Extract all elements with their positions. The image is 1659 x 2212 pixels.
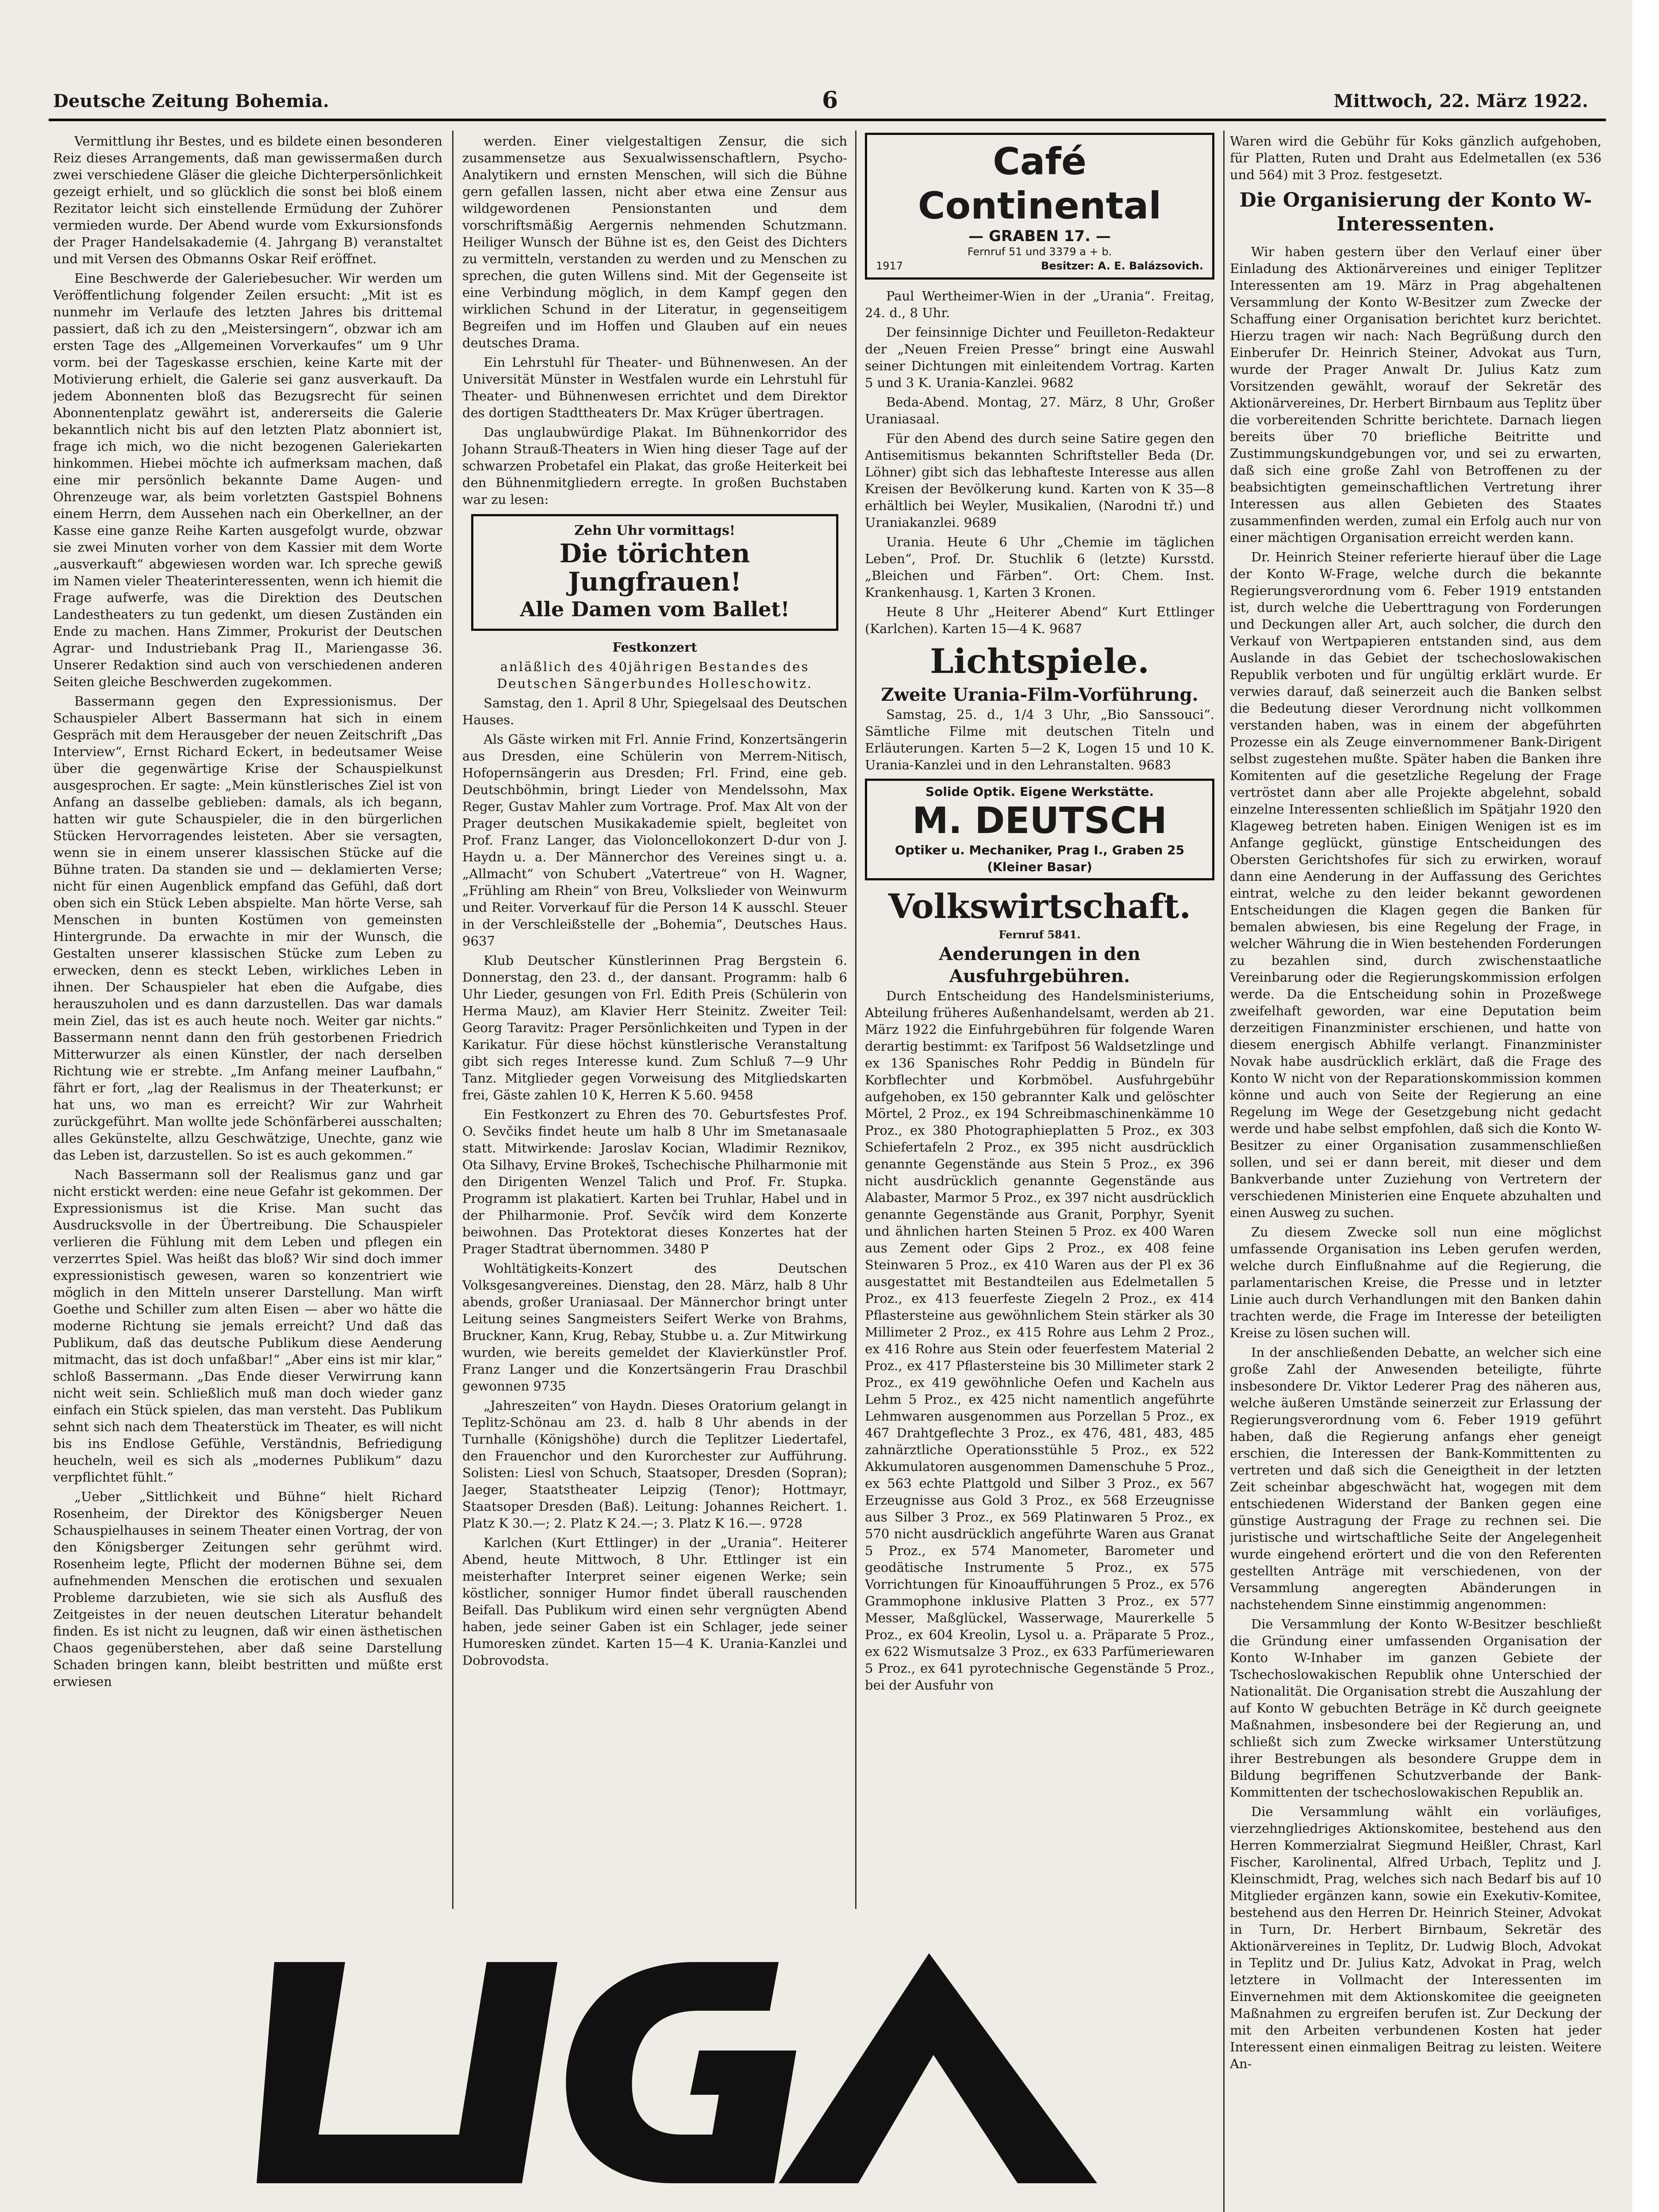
volkswirtschaft-title: Volkswirtschaft.: [888, 887, 1191, 926]
logo-letter-g: [566, 1962, 796, 2183]
lichtspiele-subtitle: Zweite Urania-Film-Vorführung.: [881, 684, 1198, 705]
volkswirtschaft-subtitle: Aenderungen in den Ausfuhrgebühren.: [939, 944, 1141, 987]
cafe-phone: Fernruf 51 und 3379 a + b.: [967, 246, 1112, 258]
column-4: [1230, 133, 1601, 2212]
article-paragraph: Eine Beschwerde der Galeriebesucher. Wir werden um Veröffentlichung folgender Zeilen ersucht: „Mit ist es nunmehr im Verlaufe des letzten Jahres bis drittemal passiert, daß ich zu den „Meistersingern“, obzwar ich am ersten Tage des „Allgemeinen Vorverkaufes“ um 9 Uhr vorm. bei der Tageskasse erschien, keine Karte mit der Motivierung erhielt, die Galerie sei ganz ausverkauft. Da jedem Abonnenten bloß das Bezugsrecht für seinen Abonnentenplatz gewährt ist, andererseits die Galerie bekanntlich nicht bis auf den letzten Platz abonniert ist, frage ich mich, wo die nicht bezogenen Galeriekarten hinkommen. Hiebei möchte ich aufmerksam machen, daß eine mir persönlich bekannte Dame Augen- und Ohrenzeuge war, als beim vorletzten Gastspiel Bohnens einem Herrn, dem Aussehen nach ein Oberkellner, an der Kasse eine ganze Reihe Karten ausgefolgt wurde, obzwar sie zwei Minuten vorher von dem Kassier mit dem Worte „ausverkauft“ abgewiesen worden war. Ich spreche gewiß im Namen vieler Theaterinteressenten, wenn ich hiemit die Frage aufwerfe, was die Direktion des Deutschen Landestheaters zu tun gedenkt, um diesen Zuständen ein Ende zu machen. Hans Zimmer, Prokurist der Deutschen Agrar- und Industriebank Prag II., Mariengasse 36. Unserer Redaktion sind auch von verschiedenen anderen Seiten gleiche Beschwerden zugekommen.: [53, 271, 442, 689]
liga-margarine-ad: [146, 1936, 1208, 2212]
masthead: Deutsche Zeitung Bohemia.: [53, 91, 329, 111]
article-paragraph: Wohltätigkeits-Konzert des Deutschen Volksgesangvereines. Dienstag, den 28. März, halb 8 Uhr abends, großer Uraniasaal. Der Männerchor bringt unter Leitung seines Sangmeisters Seifert Werke von Brahms, Bruckner, Kann, Krug, Rebay, Stubbe u. a. Zur Mitwirkung wurden, wie bereits gemeldet der Klavierkünstler Prof. Franz Langer und die Konzertsängerin Frau Draschbil gewonnen 9735: [462, 1261, 847, 1394]
article-paragraph: Durch Entscheidung des Handelsministeriums, Abteilung früheres Außenhandelsamt, werden ab 21. März 1922 die Einfuhrgebühren für folgende Waren derartig bestimmt: ex Tarifpost 56 Waldsetzlinge und ex 136 Spanisches Rohr Peddig in Bündeln für Korbflechter und Korbmöbel. Ausfuhrgebühr aufgehoben, ex 150 gebrannter Kalk und gelöschter Mörtel, 2 Proz., ex 194 Schreibmaschinenkämme 10 Proz., ex 380 Photographieplatten 5 Proz., ex 303 Schiefertafeln 2 Proz., ex 395 nicht ausdrücklich genannte Gegenstände aus Stein 5 Proz., ex 396 nicht ausdrücklich genannte Gegenstände aus Alabaster, Marmor 5 Proz., ex 397 nicht ausdrücklich genannte Gegenstände aus Granit, Porphyr, Syenit und ähnlichen harten Steinen 5 Proz. ex 400 Waren aus Zement oder Gips 2 Proz., ex 408 feine Steinwaren 5 Proz., ex 410 Waren aus der Pl ex 36 ausgestattet mit Bestandteilen aus Edelmetallen 5 Proz., ex 413 feuerfeste Ziegeln 2 Proz., ex 414 Pflastersteine aus gewöhnlichem Stein stärker als 30 Millimeter 2 Proz., ex 415 Rohre aus Lehm 2 Proz., ex 416 Rohre aus Stein oder feuerfestem Material 2 Proz., ex 417 Pflastersteine bis 30 Millimeter stark 2 Proz., ex 419 gewöhnliche Oefen und Kacheln aus Lehm 5 Proz., ex 425 nicht namentlich angeführte Lehmwaren ausgenommen aus Porzellan 5 Proz., ex 467 Drahtgeflechte 3 Proz., ex 476, 481, 483, 485 zahnärztliche Operationsstühle 5 Proz., ex 522 Akkumulatoren ausgenommen Damenschuhe 5 Proz., ex 563 echte Plattgold und Silber 3 Proz., ex 567 Erzeugnisse aus Gold 3 Proz., ex 568 Erzeugnisse aus Silber 3 Proz., ex 569 Platinwaren 5 Proz., ex 570 nicht ausdrücklich angeführte Waren aus Granat 5 Proz., ex 574 Manometer, Barometer und geodätische Instrumente 5 Proz., ex 575 Vorrichtungen für Kinoaufführungen 5 Proz., ex 576 Grammophone inklusive Platten 3 Proz., ex 577 Messer, Maßglückel, Wasserwage, Maurerkelle 5 Proz., ex 604 Kreolin, Lysol u. a. Präparate 5 Proz., ex 622 Wismutsalze 3 Proz., ex 633 Parfümeriewaren 5 Proz., ex 641 pyrotechnische Gegenstände 5 Proz., bei der Ausfuhr von: [865, 988, 1214, 1693]
article-paragraph: Nach Bassermann soll der Realismus ganz und gar nicht erstickt werden: eine neue Gefahr ist gekommen. Der Expressionismus ist die Krise. Man sucht das Ausdrucksvolle in der Übertreibung. Die Schauspieler verlieren die Fühlung mit dem Leben und pflegen ein verzerrtes Spiel. Was heißt das bloß? Wir sind doch immer expressionistisch gewesen, waren so konzentriert wie möglich in den Mitteln unserer Darstellung. Man wirft Goethe und Schiller zum alten Eisen — aber wo hätte die moderne Richtung sie jemals erreicht? Und daß das Publikum, daß das deutsche Publikum diese Aenderung mitmacht, das ist doch unfaßbar!“ „Aber eins ist mir klar,“ schloß Bassermann. „Das Ende dieser Verwirrung kann nicht weit sein. Schließlich muß man doch wieder ganz einfach ein Stück spielen, das man versteht. Das Publikum sehnt sich nach dem Theaterstück im Theater, es will nicht bis ins Endlose Gefühle, Verständnis, Befriedigung heucheln, weil es sich als „modernes Publikum“ dazu verpflichtet fühlt.“: [53, 1167, 442, 1485]
column-2: [462, 133, 847, 1907]
logo-letter-i: [451, 1962, 557, 2183]
fernruf-label: Fernruf 5841.: [998, 928, 1081, 941]
issue-date: Mittwoch, 22. März 1922.: [1333, 91, 1588, 111]
cafe-year: 1917: [876, 260, 903, 272]
article-paragraph: Urania. Heute 6 Uhr „Chemie im täglichen Leben“, Prof. Dr. Stuchlik 6 (letzte) Kursstd. „Bleichen und Färben“. Ort: Chem. Inst. Krankenhausg. 1, Karten 3 Kronen.: [865, 534, 1214, 600]
article-paragraph: Beda-Abend. Montag, 27. März, 8 Uhr, Großer Uraniasaal.: [865, 395, 1214, 426]
article-paragraph: Karlchen (Kurt Ettlinger) in der „Urania“. Heiterer Abend, heute Mittwoch, 8 Uhr. Ettlinger ist ein meisterhafter Interpret seiner eigenen Werke; sein köstlicher, sonniger Humor findet überall rauschenden Beifall. Das Publikum wird einen sehr vergnügten Abend haben, jede seiner Gaben ist ein Schlager, jede seiner Humoresken zündet. Karten 15—4 K. Urania-Kanzlei und Dobrovodsta.: [462, 1535, 847, 1668]
article-paragraph: Die Versammlung der Konto W-Besitzer beschließt die Gründung einer umfassenden Organisation der Konto W-Inhaber im ganzen Gebiete der Tschechoslowakischen Republik ohne Unterschied der Nationalität. Die Organisation strebt die Auszahlung der auf Konto W gebuchten Beträge in Kč durch geeignete Maßnahmen, insbesondere bei der Regierung an, und schließt sich zum Zwecke wirksamer Unterstützung ihrer Bestrebungen als besondere Gruppe dem in Bildung begriffenen Schutzverbande der Bank-Kommittenten der tschechoslowakischen Republik an.: [1230, 1617, 1601, 1800]
article-paragraph: Samstag, 25. d., 1/4 3 Uhr, „Bio Sanssouci“. Sämtliche Filme mit deutschen Titeln und Erläuterungen. Karten 5—2 K, Logen 15 und 10 K. Urania-Kanzlei und in den Lehranstalten. 9683: [865, 707, 1214, 772]
article-paragraph: Ein Festkonzert zu Ehren des 70. Geburtsfestes Prof. O. Sevčiks findet heute um halb 8 Uhr im Smetanasaale statt. Mitwirkende: Jaroslav Kocian, Wladimir Reznikov, Ota Silhavy, Ervine Brokeš, Tschechische Philharmonie mit den Dirigenten Wenzel Talich und Prof. Fr. Stupka. Programm ist plakatiert. Karten bei Truhlar, Habel und in der Philharmonie. Prof. Sevčík wird dem Konzerte beiwohnen. Das Protektorat dieses Konzertes hat der Prager Stadtrat übernommen. 3480 P: [462, 1107, 847, 1256]
article-paragraph: Ein Lehrstuhl für Theater- und Bühnenwesen. An der Universität Münster in Westfalen wurde ein Lehrstuhl für Theater- und Bühnenwesen errichtet und dem Direktor des dortigen Stadttheaters Dr. Max Krüger übertragen.: [462, 355, 847, 420]
article-paragraph: Das unglaubwürdige Plakat. Im Bühnenkorridor des Johann Strauß-Theaters in Wien hing dieser Tage auf der schwarzen Probetafel ein Plakat, das große Heiterkeit bei den Bühnenmitgliedern erregte. In großen Buchstaben war zu lesen:: [462, 425, 847, 507]
column-3: [865, 133, 1214, 1907]
article-paragraph: Klub Deutscher Künstlerinnen Prag Bergstein 6. Donnerstag, den 23. d., der dansant. Programm: halb 6 Uhr Lieder, gesungen von Frl. Edith Preis (Schülerin von Herma Mauz), am Klavier Herr Steinitz. Zweiter Teil: Georg Taravitz: Prager Persönlichkeiten und Typen in der Karikatur. Für diese höchst künstlerische Veranstaltung gibt sich reges Interesse kund. Zum Schluß 7—9 Uhr Tanz. Mitglieder gegen Vorweisung des Mitgliedskarten frei, Gäste zahlen 10 K, Herren K 5.60. 9458: [462, 953, 847, 1102]
article-paragraph: Die Versammlung wählt ein vorläufiges, vierzehngliedriges Aktionskomitee, bestehend aus den Herren Kommerzialrat Siegmund Heißler, Chrast, Karl Fischer, Karolinental, Alfred Urbach, Teplitz und J. Kleinschmidt, Prag, welches sich nach Bedarf bis auf 10 Mitglieder ergänzen kann, sowie ein Exekutiv-Komitee, bestehend aus den Herren Dr. Heinrich Steiner, Advokat in Turn, Dr. Herbert Birnbaum, Sekretär des Aktionärvereines in Teplitz, Dr. Ludwig Bloch, Advokat in Teplitz und Dr. Julius Katz, Advokat in Prag, welch letztere in Vollmacht der Interessenten im Einvernehmen mit dem Aktionskomitee die geeigneten Maßnahmen zu ergreifen berufen ist. Zur Deckung der mit den Arbeiten verbundenen Kosten hat jeder Interessent einen einmaligen Beitrag zu leisten. Weitere An-: [1230, 1804, 1601, 2071]
cafe-owner: Besitzer: A. E. Balázsovich.: [1041, 260, 1203, 272]
plakat-line-2: Die törichten Jungfrauen!: [559, 538, 750, 597]
column-divider: [855, 131, 856, 1909]
plakat-line-1: Zehn Uhr vormittags!: [574, 523, 735, 538]
festkonzert-subtitle: anläßlich des 40jährigen Bestandes des Deutschen Sängerbundes Holleschowitz.: [497, 659, 813, 691]
article-paragraph: „Ueber „Sittlichkeit und Bühne“ hielt Richard Rosenheim, der Direktor des Königsberger Neuen Schauspielhauses in seinem Theater einen Vortrag, der von den Königsberger Zeitungen sehr gerühmt wird. Rosenheim legte, Pflicht der modernen Bühne sei, dem aufnehmenden Menschen die erotischen und sexualen Probleme darzubieten, wie sie sich als Ausfluß des Zeitgeistes in der neuen deutschen Literatur behandelt finden. Es ist nicht zu leugnen, daß wir einen ästhetischen Chaos gegenüberstehen, aber daß seine Darstellung Schaden bringen kann, bleibt bestritten und müßte erst erwiesen: [53, 1489, 442, 1689]
plakat-box: [471, 514, 838, 631]
article-paragraph: Dr. Heinrich Steiner referierte hierauf über die Lage der Konto W-Frage, welche durch die bekannte Regierungsverordnung vom 6. Feber 1919 entstanden ist, durch welche die Ueberttragung von Forderungen und Deckungen aller Art, auch solcher, die durch den Verkauf von Wertpapieren entstanden sind, aus dem Auslande in das Gebiet der tschechoslowakischen Republik verboten und für ungültig erklärt wurde. Er verwies darauf, daß seinerzeit auch die Banken selbst die Bedeutung dieser Verordnung nicht vollkommen verstanden haben, was in einem der abgeführten Prozesse ein als Zeuge einvernommener Bank-Dirigent selbst zugestehen mußte. Später haben die Banken ihre Komitenten auf die gesetzliche Regelung der Frage vertröstet dann aber alle Projekte abgelehnt, sobald einzelne Interessenten schließlich im Spätjahr 1920 den Klageweg betreten haben. Einigen Wenigen ist es im Anfange geglückt, günstige Entscheidungen des Obersten Gerichtshofes für sich zu erwirken, worauf dann eine Aenderung in der Auffassung des Gerichtes eintrat, welche zu den leider bekannt gewordenen Entscheidungen die Klagen gegen die Banken für bemalen abwiesen, bis eine Regelung der Frage, in welcher Währung die in Wien bestehenden Forderungen zu bezahlen sind, durch zwischenstaatliche Vereinbarung oder die Regierungskommission erfolgen werde. Da die Entscheidung sohin in Prozeßwege zweifelhaft geworden, war eine Deputation beim derzeitigen Finanzminister erschienen, und hatte von diesem energisch Abhilfe verlangt. Finanzminister Novak habe ausdrücklich erklärt, daß die Frage des Konto W nicht von der Reparationskommission kommen könne und auch von Seite der Regierung an eine Regelung im Wege der Gesetzgebung nicht gedacht werde und habe selbst empfohlen, daß sich die Konto W-Besitzer zu einer Organisation zusammenschließen sollen, und sei er dann bereit, mit dieser und dem Bankverbande unter Zuziehung von Vertretern der verschiedenen Ministerien eine Enquete abzuhalten und einen Ausweg zu suchen.: [1230, 549, 1601, 1220]
page-number: 6: [822, 87, 838, 114]
header-rule: [49, 119, 1606, 121]
plakat-line-3: Alle Damen vom Ballet!: [520, 597, 790, 621]
festkonzert-title: Festkonzert: [612, 640, 697, 655]
column-divider: [452, 131, 453, 1909]
article-paragraph: werden. Einer vielgestaltigen Zensur, die sich zusammensetze aus Sexualwissenschaftlern, Psycho-Analytikern und ernsten Menschen, will sich die Bühne gern gefallen lassen, nicht aber etwa eine Zensur aus wildgewordenen Pensionstanten und dem vorschriftsmäßig Aergernis nehmenden Schutzmann. Heiliger Wunsch der Bühne ist es, den Geist des Dichters zu vermitteln, verstanden zu werden und zu Menschen zu sprechen, die guten Willens sind. Mit der Gegenseite ist eine Verbindung möglich, in dem Kampf gegen den wirklichen Schund in der Literatur, in gegenseitigem Begreifen und im Hoffen und Glauben auf ein neues deutsches Drama.: [462, 134, 847, 350]
logo-letter-a: [779, 1953, 1097, 2183]
article-paragraph: Zu diesem Zwecke soll nun eine möglichst umfassende Organisation ins Leben gerufen werden, welche durch Einflußnahme auf die Regierung, die parlamentarischen Kreise, die Presse und in letzter Linie auch durch Verhandlungen mit den Banken dahin trachten werde, die Frage im Interesse der beteiligten Kreise zu lösen suchen will.: [1230, 1225, 1601, 1340]
deutsch-line-3: Optiker u. Mechaniker, Prag I., Graben 25: [895, 843, 1185, 857]
column-1: [53, 133, 442, 1907]
cafe-continental-ad: [865, 133, 1214, 280]
column-divider: [1223, 131, 1225, 2212]
article-paragraph: Samstag, den 1. April 8 Uhr, Spiegelsaal des Deutschen Hauses.: [462, 695, 847, 727]
deutsch-line-2: M. DEUTSCH: [912, 800, 1167, 842]
page-edge: [1632, 0, 1659, 2212]
article-paragraph: „Jahreszeiten“ von Haydn. Dieses Oratorium gelangt in Teplitz-Schönau am 23. d. halb 8 Uhr abends in der Turnhalle (Königshöhe) durch die Teplitzer Liedertafel, den Frauenchor und den Kurorchester zur Aufführung. Solisten: Liesl von Schuch, Staatsoper, Dresden (Sopran); Jaeger, Staatstheater Leipzig (Tenor); Hottmayr, Staatsoper Dresden (Baß). Leitung: Johannes Reichert. 1. Platz K 30.—; 2. Platz K 24.—; 3. Platz K 16.—. 9728: [462, 1398, 847, 1531]
cafe-title: Café Continental: [918, 140, 1162, 227]
deutsch-optiker-ad: [865, 779, 1214, 880]
article-paragraph: Für den Abend des durch seine Satire gegen den Antisemitismus bekannten Schriftsteller Beda (Dr. Löhner) gibt sich das lebhafteste Interesse aus allen Kreisen der Bevölkerung kund. Karten von K 35—8 erhältlich bei Weyler, Musikalien, (Narodni tř.) und Uraniakanzlei. 9689: [865, 431, 1214, 530]
article-paragraph: Der feinsinnige Dichter und Feuilleton-Redakteur der „Neuen Freien Presse“ bringt eine Auswahl seiner Dichtungen mit einleitendem Vortrag. Karten 5 und 3 K. Urania-Kanzlei. 9682: [865, 325, 1214, 390]
liga-logo: [257, 1944, 1097, 2192]
article-paragraph: Wir haben gestern über den Verlauf einer über Einladung des Aktionärvereines und einiger Teplitzer Interessenten am 19. März in Prag abgehaltenen Versammlung der Konto W-Besitzer zum Zwecke der Schaffung einer Organisation berichtet kurz berichtet. Hierzu tragen wir nach: Nach Begrüßung durch den Einberufer Dr. Heinrich Steiner, Advokat aus Turn, wurde der Prager Anwalt Dr. Julius Katz zum Vorsitzenden gewählt, worauf der Sekretär des Aktionärvereines, Dr. Herbert Birnbaum aus Teplitz über die vorbereitenden Schritte berichtete. Darnach liegen bereits über 70 briefliche Beitritte und Zustimmungskundgebungen vor, und sei zu erwarten, daß sich eine große Zahl von Betroffenen zu der beabsichtigten gemeinschaftlichen Vertretung ihrer Interessen aus allen Gebieten des Staates zusammenfinden werden, zumal ein Erfolg auch nur von einer mächtigen Organisation erreicht werden kann.: [1230, 244, 1601, 545]
article-paragraph: Als Gäste wirken mit Frl. Annie Frind, Konzertsängerin aus Dresden, eine Schülerin von Merrem-Nitisch, Hofopernsängerin aus Dresden; Frl. Frind, eine geb. Deutschböhmin, bringt Lieder von Mendelssohn, Max Reger, Gustav Mahler zum Vortrage. Prof. Max Alt von der Prager deutschen Musikakademie spielt, begleitet von Prof. Franz Langer, das Violoncellokonzert D-dur von J. Haydn u. a. Der Männerchor des Vereines singt u. a. „Allmacht“ von Schubert „Vatertreue“ von H. Wagner, „Frühling am Rhein“ von Breu, Volkslieder von Weinwurm und Reiter. Vorverkauf für die Person 14 K ausschl. Steuer in der Verschleißstelle der „Bohemia“, Deutsches Haus. 9637: [462, 732, 847, 949]
cafe-street: — GRABEN 17. —: [968, 227, 1111, 245]
lichtspiele-title: Lichtspiele.: [930, 641, 1149, 681]
article-paragraph: Waren wird die Gebühr für Koks gänzlich aufgehoben, für Platten, Ruten und Draht aus Edelmetallen (ex 536 und 564) mit 3 Proz. festgesetzt.: [1230, 134, 1601, 182]
article-paragraph: Heute 8 Uhr „Heiterer Abend“ Kurt Ettlinger (Karlchen). Karten 15—4 K. 9687: [865, 604, 1214, 636]
article-title: Die Organisierung der Konto W-Interessenten.: [1239, 189, 1592, 235]
article-paragraph: Paul Wertheimer-Wien in der „Urania“. Freitag, 24. d., 8 Uhr.: [865, 288, 1214, 320]
logo-letter-l: [257, 1962, 465, 2183]
article-paragraph: Bassermann gegen den Expressionismus. Der Schauspieler Albert Bassermann hat sich in einem Gespräch mit dem Herausgeber der neuen Zeitschrift „Das Interview“, Ernst Richard Eckert, in bedeutsamer Weise über die gegenwärtige Krise der Schauspielkunst ausgesprochen. Er sagte: „Mein künstlerisches Ziel ist von Anfang an dasselbe geblieben: damals, als ich begann, hatten wir gute Schauspieler, die in den bürgerlichen Stücken Hervorragendes leisteten. Aber sie versagten, wenn sie in einem unserer klassischen Stücke auf die Bühne traten. Da standen sie und — deklamierten Verse; nicht für einen Augenblick empfand das Gefühl, daß dort oben sich ein Stück Leben abspielte. Man hörte Verse, sah Menschen in bunten Kostümen von gemeinsten Hintergrunde. Da erwachte in mir der Wunsch, die Gestalten unserer klassischen Stücke zum Leben zu erwecken, denn es steckt Leben, wirkliches Leben in ihnen. Der Schauspieler hat eben die Aufgabe, dies herauszuholen und es dann darzustellen. Das war damals mein Ziel, das ist es auch heute noch. Weiter gar nichts.“ Bassermann nennt dann den früh gestorbenen Friedrich Mitterwurzer als einen Künstler, der nach derselben Richtung wie er strebte. „Im Anfang meiner Laufbahn,“ fährt er fort, „lag der Realismus in der Theaterkunst; er hat uns, wo man es erreicht? Wir zur Wahrheit zurückgeführt. Man wollte jede Schönfärberei ausschalten; alles Gekünstelte, allzu Geschwätzige, Unechte, ganz wie das Leben ist, darzustellen. So ist es auch gekommen.“: [53, 694, 442, 1163]
deutsch-line-1: Solide Optik. Eigene Werkstätte.: [925, 784, 1154, 799]
cafe-footer: [876, 259, 1203, 273]
deutsch-line-4: (Kleiner Basar): [987, 860, 1092, 874]
article-paragraph: Vermittlung ihr Bestes, und es bildete einen besonderen Reiz dieses Arrangements, daß man gewissermaßen durch zwei verschiedene Gläser die gleiche Dichterpersönlichkeit gezeigt erhielt, und so glücklich die sonst bei bloß einem Rezitator leicht sich einstellende Ermüdung der Zuhörer vermieden wurde. Der Abend wurde vom Exkursionsfonds der Prager Handelsakademie (4. Jahrgang B) veranstaltet und mit Versen des Obmanns Oskar Reif eröffnet.: [53, 134, 442, 266]
article-paragraph: In der anschließenden Debatte, an welcher sich eine große Zahl der Anwesenden beteiligte, führte insbesondere Dr. Viktor Lederer Prag des näheren aus, welche äußeren Umstände seinerzeit zur Erlassung der Regierungsverordnung vom 6. Feber 1919 geführt haben, daß die Regierung anfangs eher geneigt erschien, die Interessen der Bank-Kommittenten zu vertreten und daß sich die Geneigtheit in der letzten Zeit scheinbar abgeschwächt hat, wogegen mit dem entschiedenen Widerstand der Banken gegen eine günstige Austragung der Frage zu rechnen sei. Die juristische und wirtschaftliche Seite der Angelegenheit wurde eingehend erörtert und die von den Referenten gestellten Anträge mit verschiedenen, von der Versammlung angeregten Abänderungen in nachstehendem Sinne einstimmig angenommen:: [1230, 1345, 1601, 1612]
